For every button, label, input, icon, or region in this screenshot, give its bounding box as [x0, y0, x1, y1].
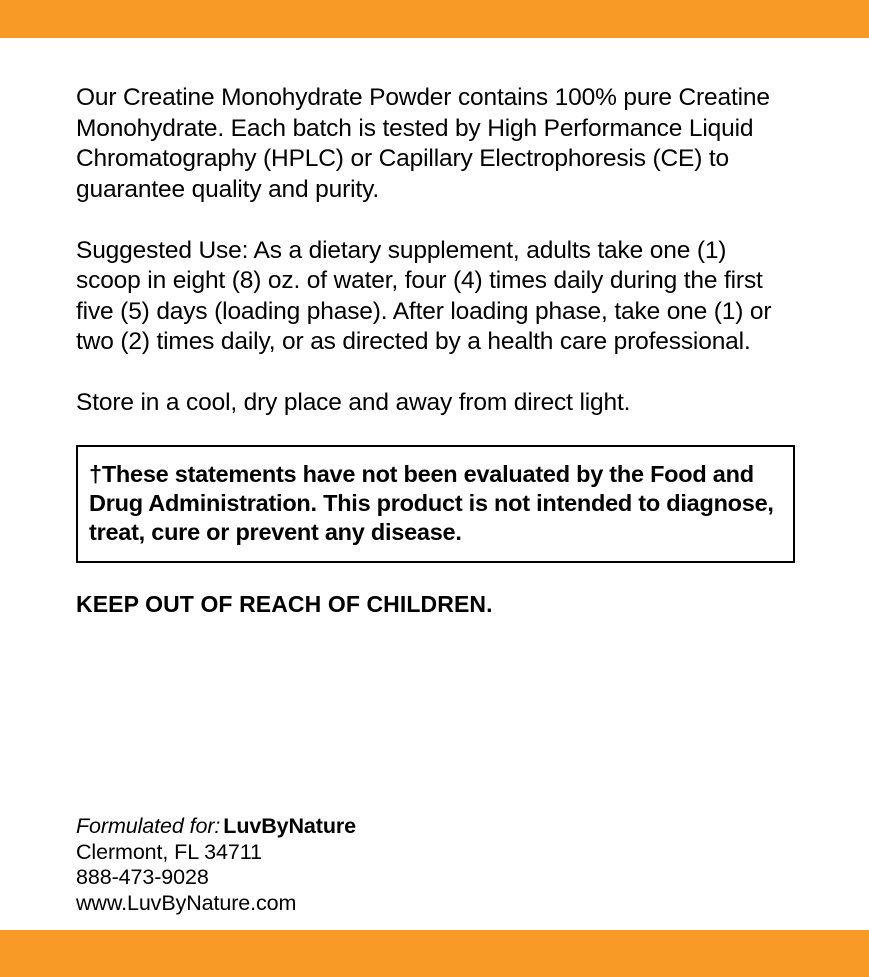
brand-name: LuvByNature — [223, 814, 356, 838]
phone-line: 888-473-9028 — [76, 865, 209, 889]
label-content-area — [0, 38, 869, 930]
product-purity-paragraph: Our Creatine Monohydrate Powder contains 100% pure Creatine Monohydrate. Each batch is tested by High Performance Liquid Chromatography (HPLC) or Capillary Electrophoresis (CE) to guarantee quality and purity. — [76, 84, 770, 203]
fda-disclaimer-text: †These statements have not been evaluated by the Food and Drug Administration. This product is not intended to diagnose, treat, cure or prevent any disease. — [89, 460, 774, 545]
website-line: www.LuvByNature.com — [76, 890, 297, 915]
address-line: Clermont, FL 34711 — [76, 839, 262, 864]
formulated-for-line — [76, 814, 356, 840]
fda-disclaimer-box — [76, 445, 795, 563]
top-accent-bar — [0, 0, 869, 38]
bottom-accent-bar — [0, 930, 869, 977]
formulated-for-label: Formulated for: — [76, 814, 221, 838]
keep-out-of-reach-warning: KEEP OUT OF REACH OF CHILDREN. — [76, 590, 493, 617]
suggested-use-paragraph: Suggested Use: As a dietary supplement, adults take one (1) scoop in eight (8) oz. of water, four (4) times daily during the first five (5) days (loading phase). After loading phase, take one (1) or two (2) times daily, or as directed by a health care professional. — [76, 236, 772, 355]
manufacturer-footer — [76, 814, 356, 916]
storage-instructions-paragraph: Store in a cool, dry place and away from direct light. — [76, 389, 631, 416]
